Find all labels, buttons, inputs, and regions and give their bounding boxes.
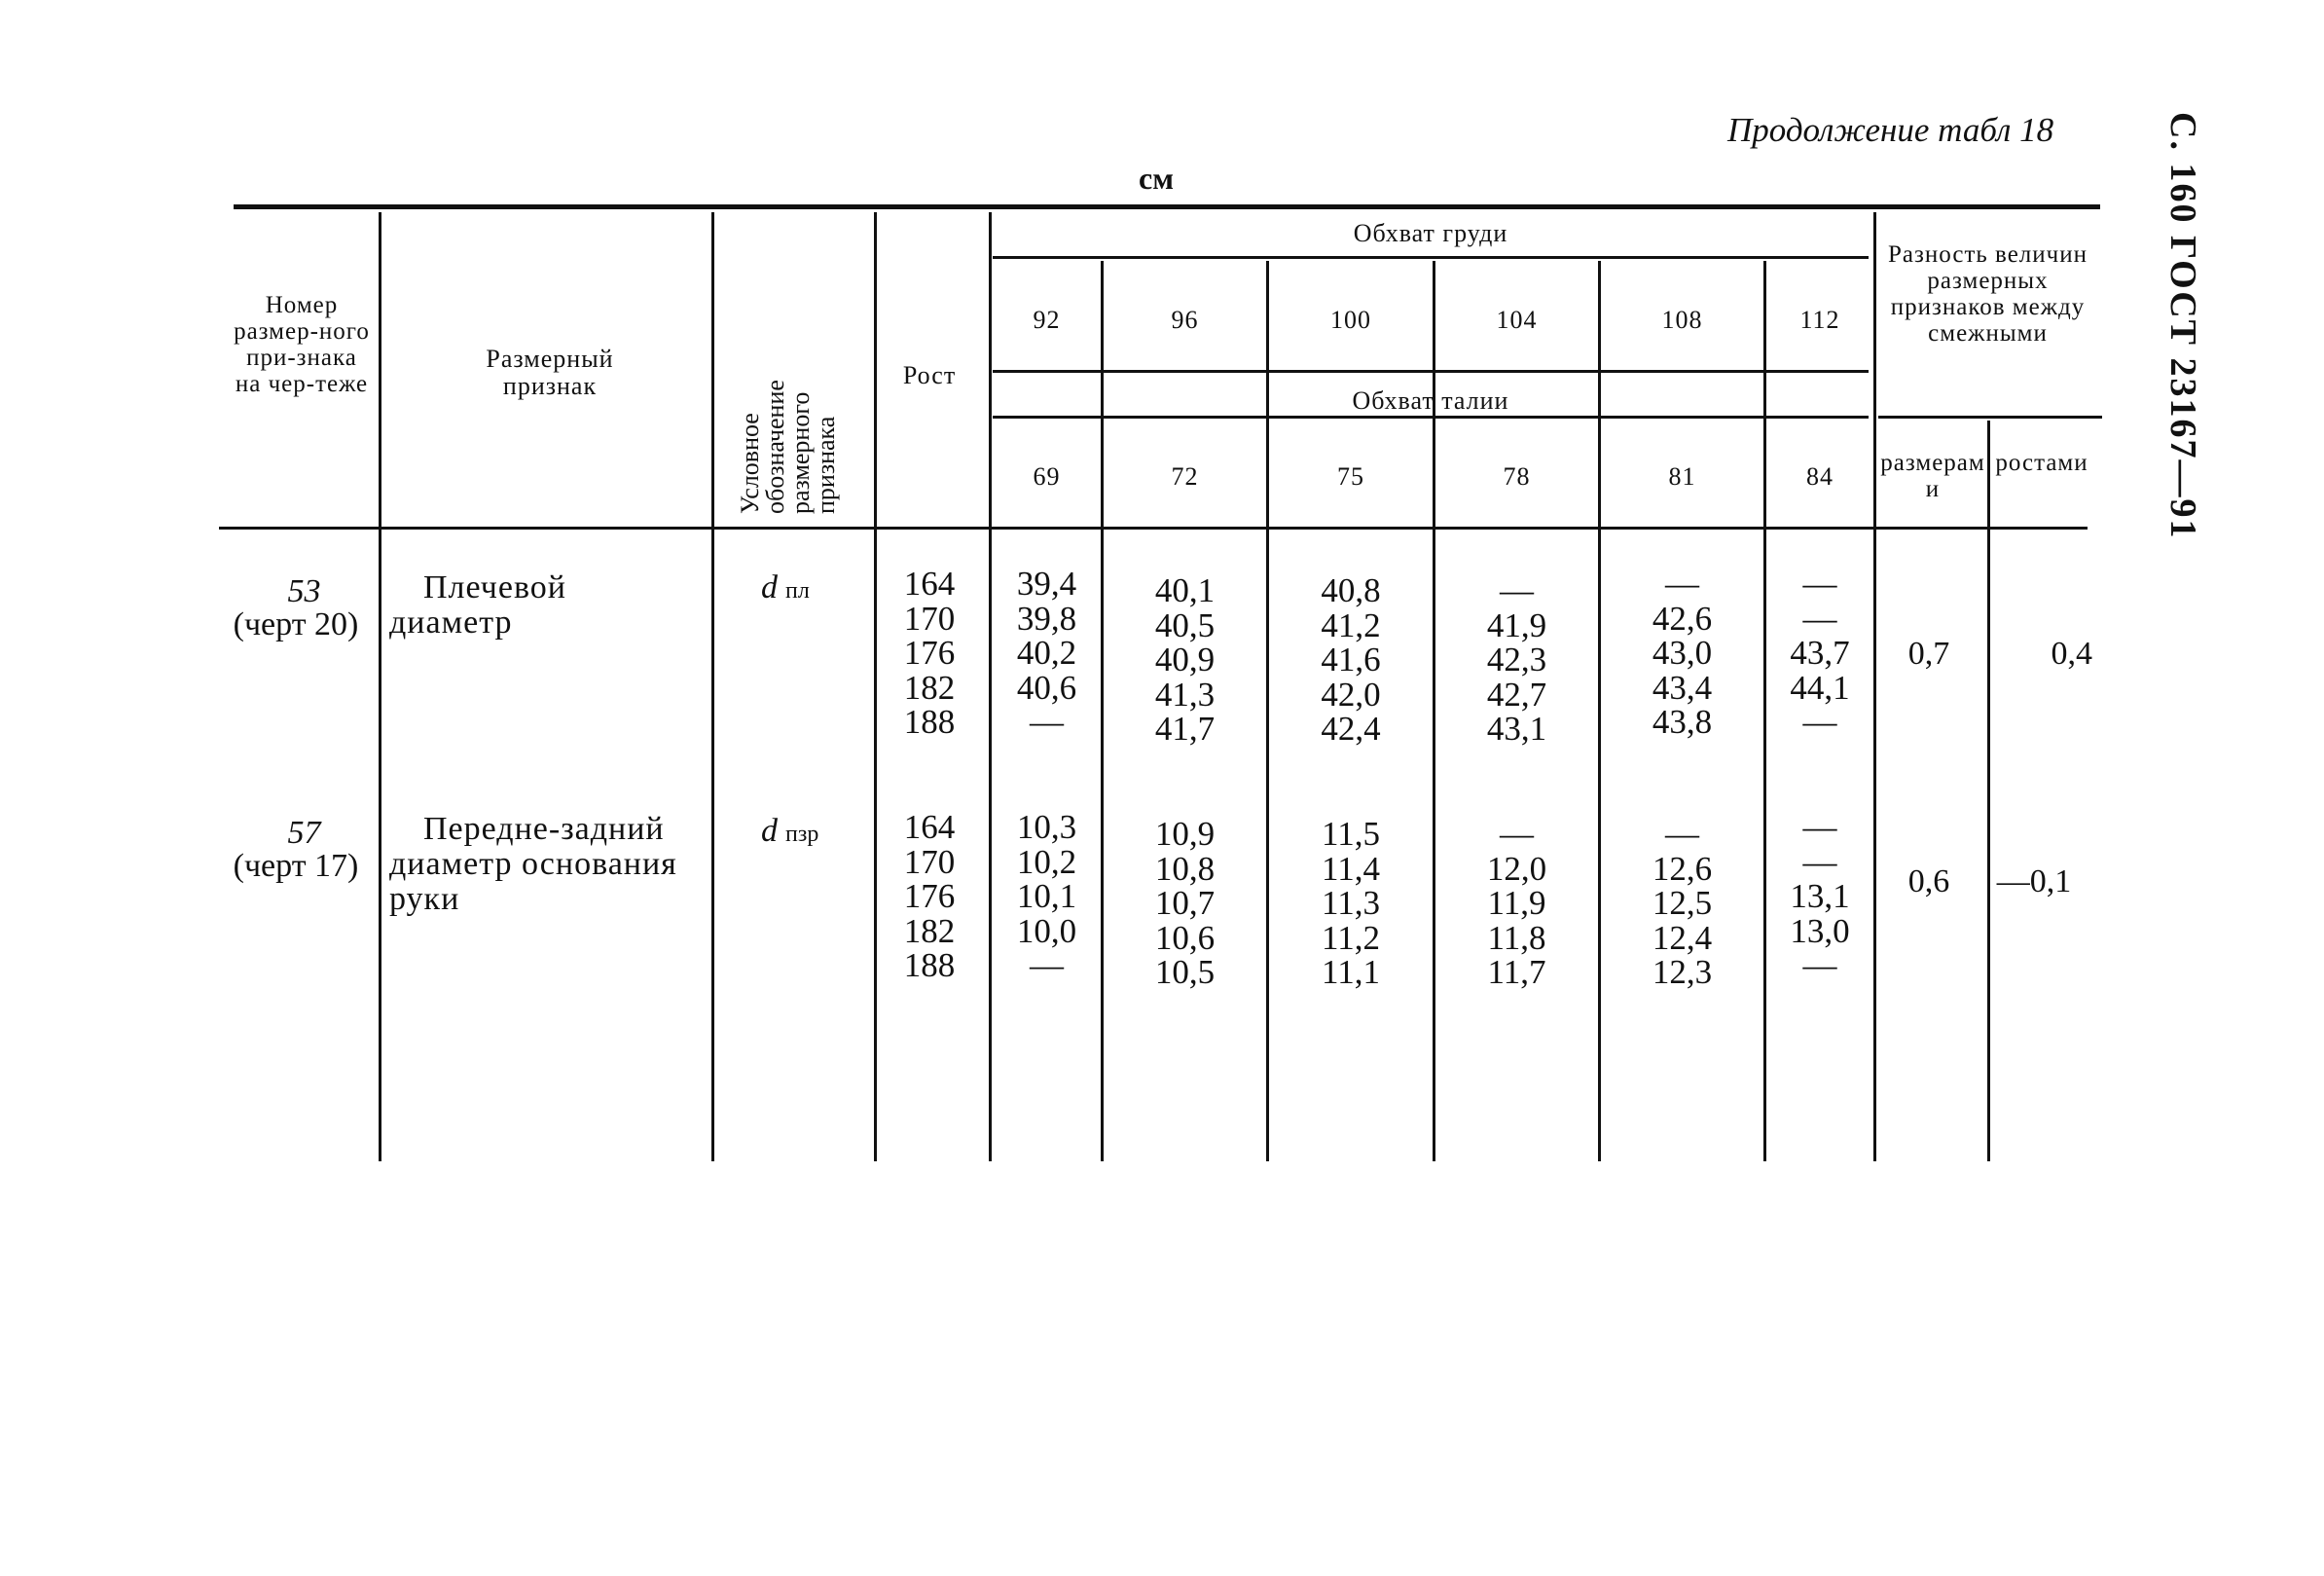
row2-col-100 xyxy=(1269,817,1433,990)
table-cell: — xyxy=(1802,599,1837,638)
header-number: Номер размер-ного при-знака на чер-теже xyxy=(234,292,370,397)
row2-feature: Передне-задний диаметр основания руки xyxy=(389,811,677,917)
row2-col-96 xyxy=(1104,817,1266,990)
row2-diff-sizes: 0,6 xyxy=(1907,863,1950,899)
header-diff-sizes: размерами xyxy=(1880,450,1985,502)
table-cell: 176 xyxy=(903,634,956,672)
table-cell: — xyxy=(1802,565,1837,603)
table-cell: 11,5 xyxy=(1322,815,1380,853)
table-cell: 11,7 xyxy=(1487,953,1546,991)
table-cell: 40,9 xyxy=(1154,641,1216,678)
row1-heights xyxy=(881,567,978,740)
table-cell: 10,1 xyxy=(1016,877,1077,915)
vline-3 xyxy=(874,212,877,1161)
table-cell: 164 xyxy=(903,565,956,603)
chest-bottom-rule xyxy=(993,370,1869,373)
table-cell: 11,8 xyxy=(1487,918,1546,957)
row1-number: 53 xyxy=(287,573,321,609)
table-cell: 11,2 xyxy=(1322,918,1380,957)
table-cell: — xyxy=(1665,815,1699,853)
table-cell: 12,4 xyxy=(1652,918,1713,957)
table-cell: 12,6 xyxy=(1652,849,1713,888)
table-cell: — xyxy=(1802,703,1837,741)
table-cell: 40,1 xyxy=(1154,571,1216,609)
table-cell: 11,4 xyxy=(1322,849,1380,888)
row1-diff-heights: 0,4 xyxy=(2051,636,2092,672)
table-cell: 182 xyxy=(903,668,956,707)
header-symbol: Условное обозначение размерного признака xyxy=(736,380,840,514)
vline-2 xyxy=(711,212,714,1161)
waist-75: 75 xyxy=(1337,462,1364,491)
table-cell: 42,7 xyxy=(1486,675,1547,714)
table-cell: 11,3 xyxy=(1322,884,1380,922)
table-cell: 41,2 xyxy=(1321,605,1381,644)
row2-col-108 xyxy=(1601,817,1763,990)
row2-col-112 xyxy=(1766,810,1873,983)
vline-4 xyxy=(989,212,992,1161)
table-cell: 10,0 xyxy=(1016,911,1077,950)
table-cell: 10,3 xyxy=(1016,808,1077,846)
table-cell: 182 xyxy=(903,911,956,950)
table-cell: 10,8 xyxy=(1154,849,1216,888)
table-cell: 41,3 xyxy=(1154,675,1216,714)
table-cell: — xyxy=(1802,808,1837,846)
table-cell: — xyxy=(1500,571,1534,609)
table-cell: 176 xyxy=(903,877,956,915)
table-cell: 43,0 xyxy=(1652,634,1713,672)
table-cell: 41,7 xyxy=(1154,710,1216,748)
table-cell: 41,6 xyxy=(1321,641,1381,678)
table-cell: 40,5 xyxy=(1154,605,1216,644)
table-cell: — xyxy=(1030,946,1064,984)
table-cell: 10,5 xyxy=(1154,953,1216,991)
table-cell: — xyxy=(1665,565,1699,603)
table-cell: 13,0 xyxy=(1790,911,1850,950)
table-cell: 40,8 xyxy=(1321,571,1381,609)
table-cell: 188 xyxy=(903,946,956,984)
table-cell: 170 xyxy=(903,842,956,881)
table-cell: — xyxy=(1500,815,1534,853)
row1-ref: (черт 20) xyxy=(233,606,359,642)
waist-69: 69 xyxy=(1033,462,1061,491)
header-waist-group: Обхват талии xyxy=(1352,386,1509,415)
row2-col-92 xyxy=(993,810,1101,983)
row2-symbol: d пзр xyxy=(761,813,819,849)
header-diff-heights: ростами xyxy=(1995,450,2088,476)
table-cell: 188 xyxy=(903,703,956,741)
row1-diff-sizes: 0,7 xyxy=(1907,636,1950,672)
header-bottom-rule xyxy=(219,527,2088,530)
table-cell: 11,1 xyxy=(1322,953,1380,991)
row2-diff-heights: —0,1 xyxy=(1996,863,2072,899)
table-cell: 43,4 xyxy=(1652,668,1713,707)
chest-92: 92 xyxy=(1033,306,1061,334)
table-cell: 40,6 xyxy=(1016,668,1077,707)
table-cell: 12,0 xyxy=(1486,849,1547,888)
vline-10 xyxy=(1873,212,1876,1161)
vline-1 xyxy=(379,212,381,1161)
header-diff-group: Разность величин размерных признаков между смежными xyxy=(1888,241,2088,347)
table-cell: 39,4 xyxy=(1016,565,1077,603)
row2-heights xyxy=(881,810,978,983)
row1-feature: Плечевой диаметр xyxy=(389,569,566,641)
chest-108: 108 xyxy=(1661,306,1703,334)
table-cell: 10,7 xyxy=(1154,884,1216,922)
header-chest-group: Обхват груди xyxy=(1353,219,1508,247)
table-cell: 170 xyxy=(903,599,956,638)
row2-number: 57 xyxy=(287,815,321,851)
table-cell: 39,8 xyxy=(1016,599,1077,638)
waist-subrule xyxy=(993,416,1869,419)
table-cell: 10,2 xyxy=(1016,842,1077,881)
continuation-title: Продолжение табл 18 xyxy=(1727,111,2054,149)
chest-112: 112 xyxy=(1799,306,1840,334)
table-cell: 42,6 xyxy=(1652,599,1713,638)
row1-symbol: d пл xyxy=(761,569,810,605)
table-cell: 10,6 xyxy=(1154,918,1216,957)
row1-col-108 xyxy=(1601,567,1763,740)
table-cell: 13,1 xyxy=(1790,877,1850,915)
table-cell: 10,9 xyxy=(1154,815,1216,853)
table-cell: 12,3 xyxy=(1652,953,1713,991)
waist-78: 78 xyxy=(1503,462,1531,491)
table-cell: — xyxy=(1802,842,1837,881)
vline-11 xyxy=(1987,421,1990,1161)
table-cell: 43,8 xyxy=(1652,703,1713,741)
table-cell: 11,9 xyxy=(1487,884,1546,922)
header-height: Рост xyxy=(902,361,957,389)
row1-col-112 xyxy=(1766,567,1873,740)
waist-84: 84 xyxy=(1806,462,1834,491)
header-feature: Размерный признак xyxy=(486,345,614,400)
page-side-label: С. 160 ГОСТ 23167—91 xyxy=(2162,112,2203,540)
table-cell: 42,3 xyxy=(1486,641,1547,678)
table-cell: 44,1 xyxy=(1790,668,1850,707)
diff-subrule xyxy=(1878,416,2102,419)
unit-label: см xyxy=(1139,161,1174,196)
row1-col-104 xyxy=(1435,573,1598,747)
chest-100: 100 xyxy=(1330,306,1371,334)
chest-104: 104 xyxy=(1496,306,1538,334)
row1-col-100 xyxy=(1269,573,1433,747)
row2-col-104 xyxy=(1435,817,1598,990)
table-top-rule xyxy=(234,204,2100,209)
table-cell: — xyxy=(1802,946,1837,984)
table-cell: 41,9 xyxy=(1486,605,1547,644)
table-cell: 40,2 xyxy=(1016,634,1077,672)
chest-subrule xyxy=(993,256,1869,259)
waist-72: 72 xyxy=(1171,462,1199,491)
table-cell: 12,5 xyxy=(1652,884,1713,922)
row1-col-96 xyxy=(1104,573,1266,747)
table-cell: — xyxy=(1030,703,1064,741)
table-cell: 43,7 xyxy=(1790,634,1850,672)
table-cell: 42,0 xyxy=(1321,675,1381,714)
table-cell: 42,4 xyxy=(1321,710,1381,748)
table-cell: 43,1 xyxy=(1486,710,1547,748)
chest-96: 96 xyxy=(1171,306,1199,334)
table-cell: 164 xyxy=(903,808,956,846)
row2-ref: (черт 17) xyxy=(233,848,359,884)
waist-81: 81 xyxy=(1668,462,1696,491)
row1-col-92 xyxy=(993,567,1101,740)
